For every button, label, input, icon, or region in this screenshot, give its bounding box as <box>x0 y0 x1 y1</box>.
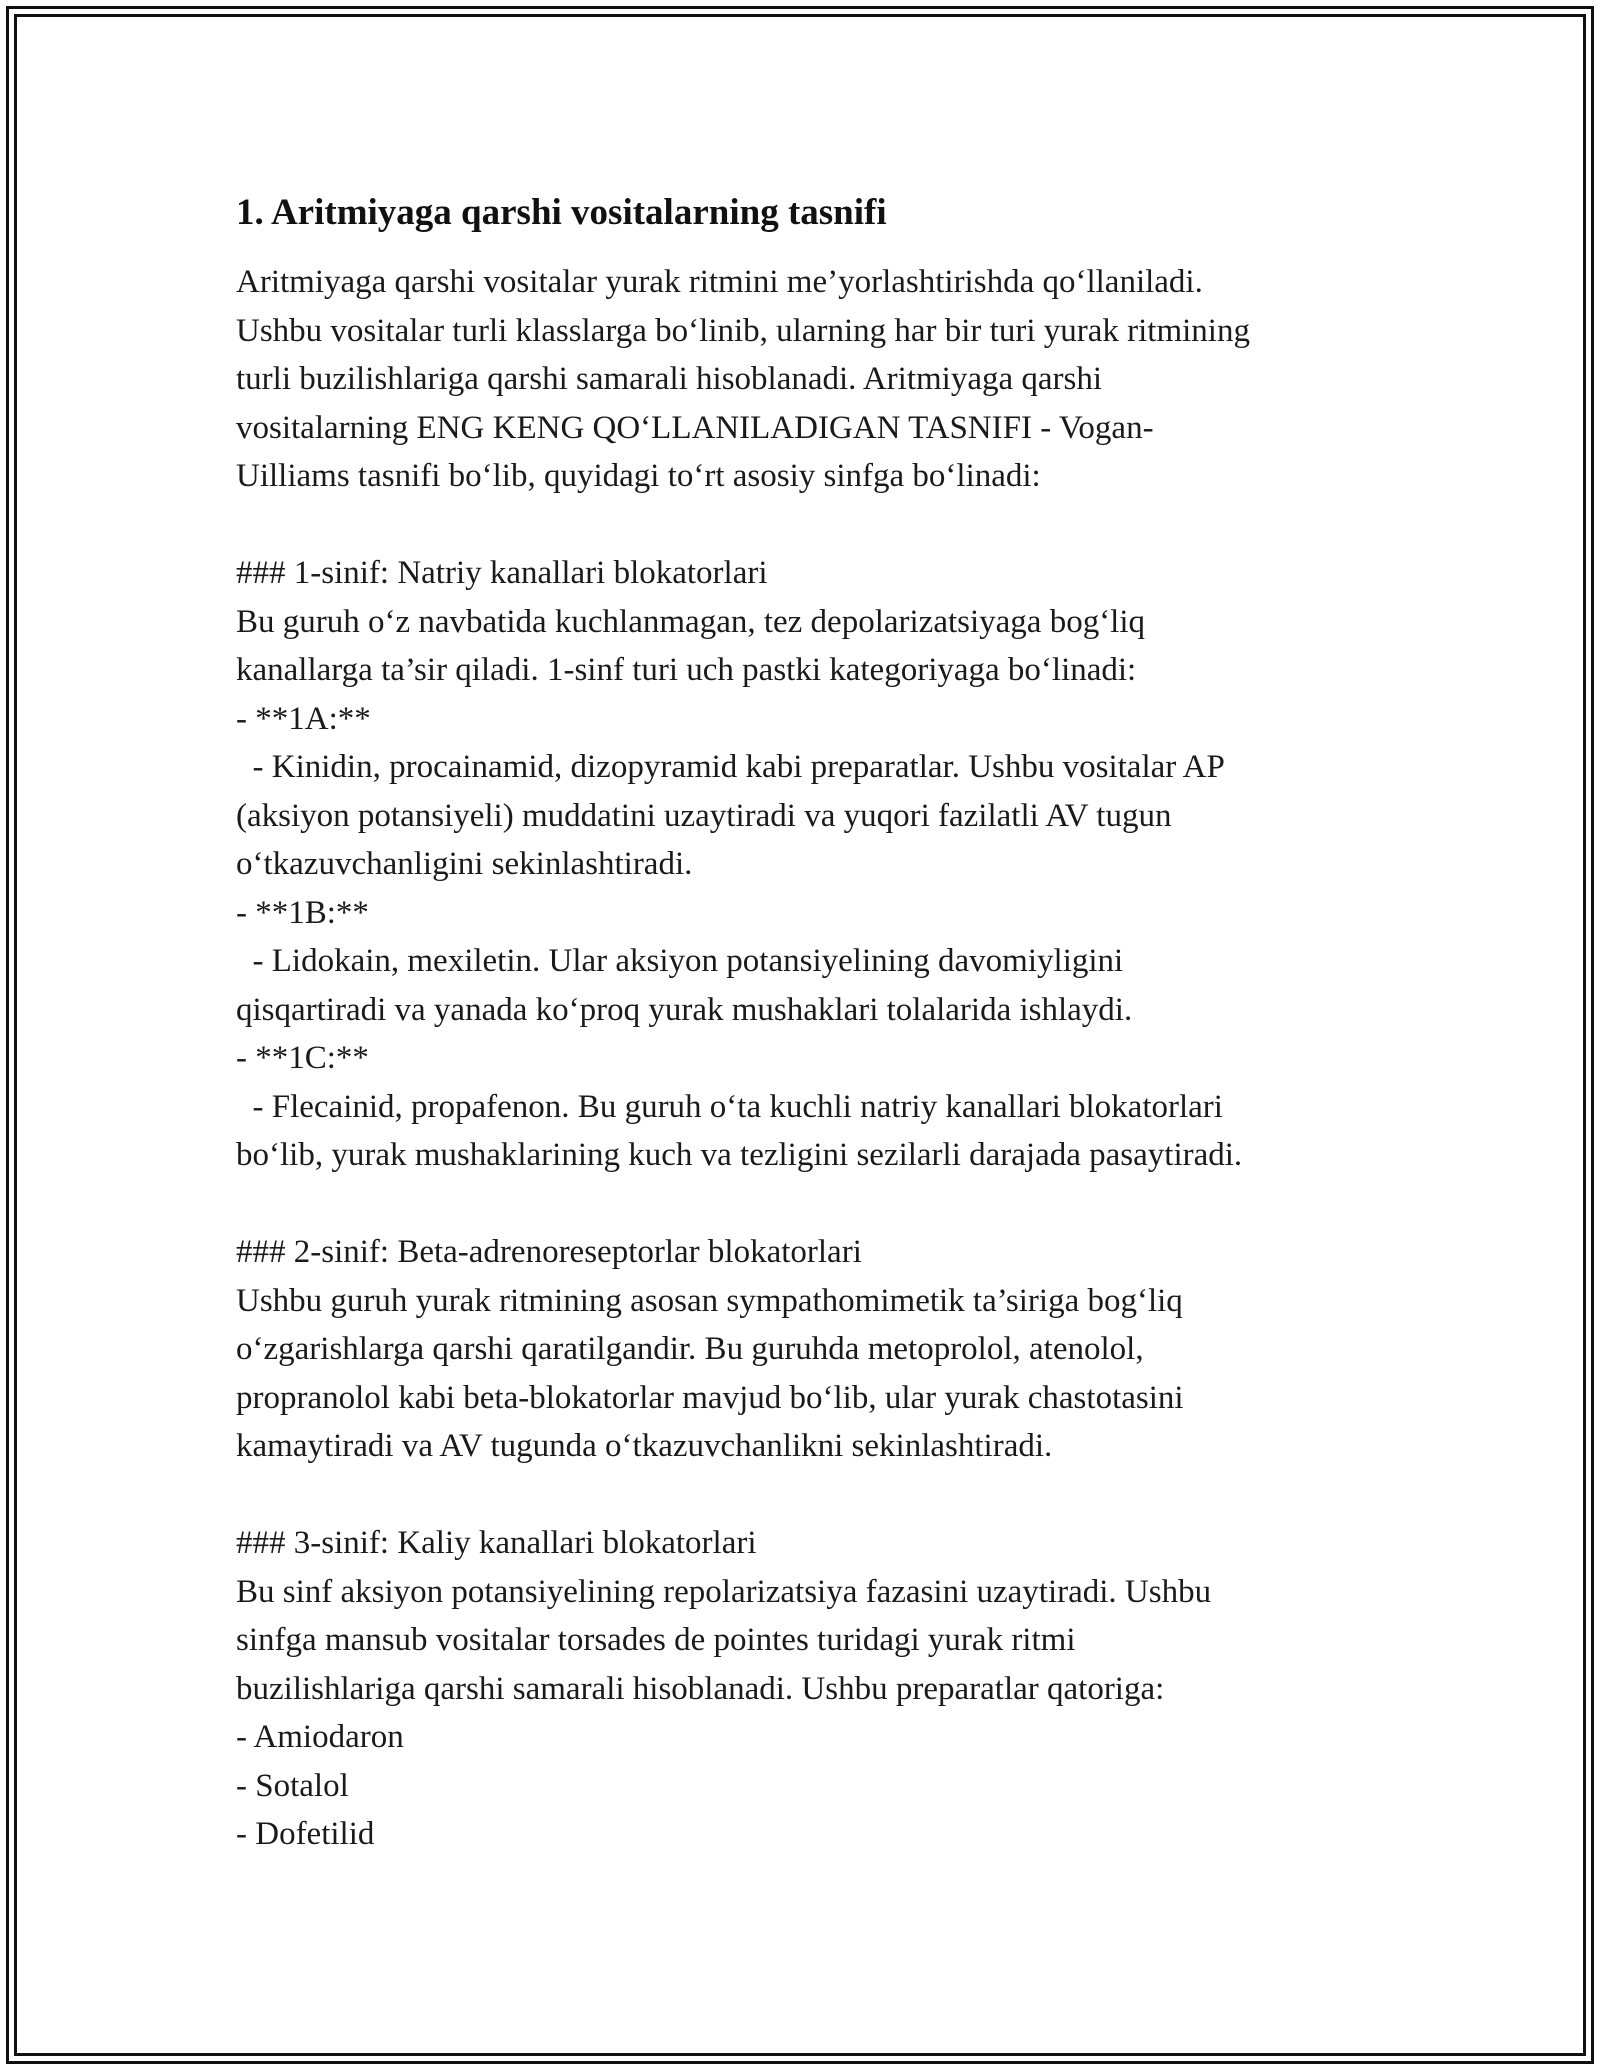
list-item: - Amiodaron <box>236 1719 404 1755</box>
intro-paragraph <box>236 258 1386 501</box>
list-item: - **1C:** <box>236 1040 369 1076</box>
text-line: Bu sinf aksiyon potansiyelining repolarizatsiya fazasini uzaytiradi. Ushbu <box>236 1573 1212 1610</box>
document-body <box>236 188 1386 1859</box>
sub-list-item: - Flecainid, propafenon. Bu guruh o‘ta kuchli natriy kanallari blokatorlari <box>236 1088 1223 1125</box>
text-line: vositalarning ENG KENG QO‘LLANILADIGAN TASNIFI - Vogan- <box>236 409 1154 446</box>
class-3-section <box>236 1519 1386 1859</box>
list-item: - **1B:** <box>236 894 369 931</box>
paragraph-spacer <box>236 501 1386 550</box>
text-line: Uilliams tasnifi bo‘lib, quyidagi to‘rt asosiy sinfga bo‘linadi: <box>236 458 1041 494</box>
class-2-section <box>236 1228 1386 1471</box>
text-line: turli buzilishlariga qarshi samarali hisoblanadi. Aritmiyaga qarshi <box>236 361 1103 397</box>
text-line: o‘zgarishlarga qarshi qaratilgandir. Bu guruhda metoprolol, atenolol, <box>236 1331 1144 1367</box>
paragraph-spacer <box>236 1471 1386 1520</box>
text-line: kamaytiradi va AV tugunda o‘tkazuvchanlikni sekinlashtiradi. <box>236 1428 1053 1464</box>
paragraph-spacer <box>236 1180 1386 1229</box>
section-heading: ### 3-sinif: Kaliy kanallari blokatorlari <box>236 1525 757 1561</box>
text-line: Ushbu guruh yurak ritmining asosan sympathomimetik ta’siriga bog‘liq <box>236 1282 1183 1319</box>
list-item: - Sotalol <box>236 1767 349 1804</box>
list-item: - **1A:** <box>236 700 371 737</box>
text-line: Aritmiyaga qarshi vositalar yurak ritmini me’yorlashtirishda qo‘llaniladi. <box>236 264 1203 300</box>
text-line: qisqartiradi va yanada ko‘proq yurak mushaklari tolalarida ishlaydi. <box>236 991 1133 1028</box>
text-line: propranolol kabi beta-blokatorlar mavjud bo‘lib, ular yurak chastotasini <box>236 1379 1184 1416</box>
text-line: Bu guruh o‘z navbatida kuchlanmagan, tez depolarizatsiyaga bog‘liq <box>236 603 1146 640</box>
page-title: 1. Aritmiyaga qarshi vositalarning tasnifi <box>236 192 887 233</box>
text-line: kanallarga ta’sir qiladi. 1-sinf turi uch pastki kategoriyaga bo‘linadi: <box>236 652 1137 688</box>
text-line: o‘tkazuvchanligini sekinlashtiradi. <box>236 846 693 882</box>
section-heading: ### 1-sinif: Natriy kanallari blokatorlari <box>236 555 768 591</box>
sub-list-item: - Lidokain, mexiletin. Ular aksiyon potansiyelining davomiyligini <box>236 943 1124 979</box>
class-1-section <box>236 549 1386 1180</box>
text-line: Ushbu vositalar turli klasslarga bo‘linib, ularning har bir turi yurak ritmining <box>236 312 1250 349</box>
text-line: (aksiyon potansiyeli) muddatini uzaytiradi va yuqori fazilatli AV tugun <box>236 797 1172 834</box>
text-line: bo‘lib, yurak mushaklarining kuch va tezligini sezilarli darajada pasaytiradi. <box>236 1137 1243 1173</box>
text-line: sinfga mansub vositalar torsades de pointes turidagi yurak ritmi <box>236 1622 1076 1658</box>
text-line: buzilishlariga qarshi samarali hisoblanadi. Ushbu preparatlar qatoriga: <box>236 1670 1165 1707</box>
sub-list-item: - Kinidin, procainamid, dizopyramid kabi preparatlar. Ushbu vositalar AP <box>236 749 1225 785</box>
section-heading: ### 2-sinif: Beta-adrenoreseptorlar blokatorlari <box>236 1234 862 1270</box>
list-item: - Dofetilid <box>236 1816 375 1852</box>
